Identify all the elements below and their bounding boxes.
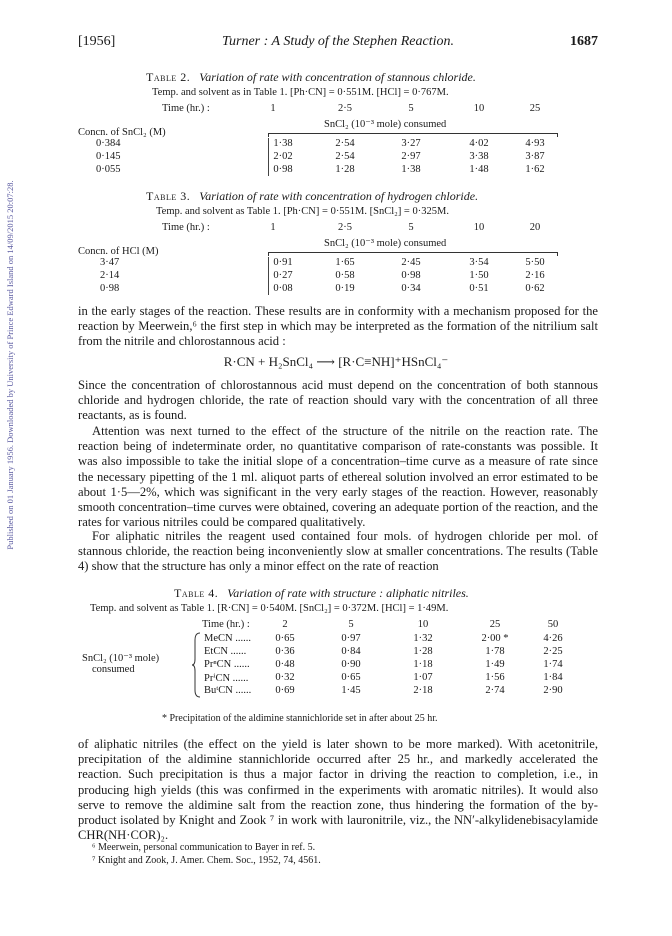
table-2-row-1-conc: 0·145 — [96, 151, 121, 162]
table-3-cell: 0·62 — [525, 283, 545, 294]
table-3-label: Table 3. — [146, 189, 191, 203]
table-4-time-0: 2 — [282, 619, 288, 630]
header-title: Turner : A Study of the Stephen Reaction. — [221, 34, 454, 49]
table-3-time-label: Time (hr.) : — [162, 222, 210, 233]
table-2-row-2-conc: 0·055 — [96, 164, 121, 175]
table-4-cell: 0·48 — [275, 659, 295, 670]
table-2-row-0-conc: 0·384 — [96, 138, 121, 149]
table-2-cell: 4·02 — [469, 138, 489, 149]
table-4-left-brace — [192, 632, 202, 698]
table-4-cell: 1·56 — [485, 672, 505, 683]
table-2-conditions: Temp. and solvent as in Table 1. [Ph·CN] = 0·551M. [HCl] = 0·767M. — [152, 87, 449, 98]
table-2-time-1: 2·5 — [338, 103, 352, 114]
table-3-cell: 1·65 — [335, 257, 355, 268]
table-3-cell: 0·19 — [335, 283, 355, 294]
table-2-title: Variation of rate with concentration of stannous chloride. — [199, 70, 476, 84]
table-2-brace — [268, 133, 558, 134]
table-2-row-label: Concn. of SnCl₂ (M) — [78, 127, 166, 138]
table-3-cell: 0·58 — [335, 270, 355, 281]
table-3-time-3: 10 — [473, 222, 485, 233]
table-4-cell: 0·84 — [341, 646, 361, 657]
footnote-6: ⁶ Meerwein, personal communication to Bayer in ref. 5. — [92, 842, 316, 853]
table-3-brace-right — [557, 252, 558, 256]
table-3-brace — [268, 252, 558, 253]
table-4-row-0-nitrile: MeCN ...... — [204, 633, 251, 644]
table-4-cell: 0·69 — [275, 685, 295, 696]
paragraph-3: Attention was next turned to the effect of the structure of the nitrile on the reaction rate. The reaction being of indeterminate order, no quantitative comparison of rate-constants was possible. It was also impossible to take the initial slope of a concentration–time curve as a measure of rate since the necessary pipetting of the 1 ml. aliquot parts of ethereal solution involved an error estimated to be about 1·5—2%, which was significant in the very early stages of the reaction. However, reasonably smooth concentration–time curves were obtained, covering an adequate portion of the reaction, and the rates for various nitriles could be compared qualitatively. — [78, 424, 598, 530]
table-2-time-label: Time (hr.) : — [162, 103, 210, 114]
table-3-row-2-conc: 0·98 — [100, 283, 120, 294]
table-3-caption — [146, 189, 478, 204]
table-3-row-label: Concn. of HCl (M) — [78, 246, 159, 257]
paragraph-4: For aliphatic nitriles the reagent used contained four mols. of hydrogen chloride per mol. of stannous chloride, the reaction being inconveniently slow at smaller concentrations. The results (Table 4) show that the structure has only a minor effect on the rate of reaction — [78, 529, 598, 574]
table-3-cell: 2·16 — [525, 270, 545, 281]
table-4-cell: 1·07 — [413, 672, 433, 683]
table-2-time-2: 5 — [408, 103, 414, 114]
table-4-cell: 0·65 — [341, 672, 361, 683]
table-2-brace-right — [557, 133, 558, 137]
table-2-cell: 4·93 — [525, 138, 545, 149]
table-2-cell: 2·97 — [401, 151, 421, 162]
table-3-conditions: Temp. and solvent as Table 1. [Ph·CN] = 0·551M. [SnCl₂] = 0·325M. — [156, 206, 449, 217]
table-4-cell: 1·78 — [485, 646, 505, 657]
table-3-time-2: 5 — [408, 222, 414, 233]
table-4-cell: 1·84 — [543, 672, 563, 683]
table-2 — [78, 70, 598, 180]
table-2-cell: 3·87 — [525, 151, 545, 162]
table-2-cell: 1·48 — [469, 164, 489, 175]
table-3-time-1: 2·5 — [338, 222, 352, 233]
table-4-cell: 0·97 — [341, 633, 361, 644]
table-4-cell: 1·45 — [341, 685, 361, 696]
table-4-row-4-nitrile: BuᵗCN ...... — [204, 685, 252, 696]
table-2-cell: 2·02 — [273, 151, 293, 162]
table-3-cell: 0·08 — [273, 283, 293, 294]
table-4-cell: 2·18 — [413, 685, 433, 696]
table-4-cell: 1·74 — [543, 659, 563, 670]
table-2-cell: 2·54 — [335, 151, 355, 162]
table-3-brace-left — [268, 252, 269, 256]
table-4-time-1: 5 — [348, 619, 354, 630]
table-2-cell: 2·54 — [335, 138, 355, 149]
table-4-cell: 2·74 — [485, 685, 505, 696]
table-2-consumed-label: SnCl₂ (10⁻³ mole) consumed — [324, 119, 447, 130]
table-4-time-3: 25 — [489, 619, 501, 630]
footnote-7: ⁷ Knight and Zook, J. Amer. Chem. Soc., 1952, 74, 4561. — [92, 855, 321, 866]
table-4-cell: 2·25 — [543, 646, 563, 657]
table-2-caption — [146, 70, 476, 85]
table-4-cell: 4·26 — [543, 633, 563, 644]
table-3-cell: 1·50 — [469, 270, 489, 281]
header-page-number: 1687 — [570, 34, 598, 49]
table-3-row-0-conc: 3·47 — [100, 257, 120, 268]
table-4-time-4: 50 — [547, 619, 559, 630]
table-2-cell: 1·38 — [273, 138, 293, 149]
table-3-consumed-label: SnCl₂ (10⁻³ mole) consumed — [324, 238, 447, 249]
table-3-cell: 0·91 — [273, 257, 293, 268]
table-3 — [78, 189, 598, 299]
table-4-time-label: Time (hr.) : — [202, 619, 250, 630]
table-4-cell: 2·90 — [543, 685, 563, 696]
table-4-row-3-nitrile: PrⁱCN ...... — [204, 673, 249, 684]
table-4-cell: 0·65 — [275, 633, 295, 644]
table-2-time-0: 1 — [270, 103, 276, 114]
equation-nitrilium: R·CN + H₂SnCl₄ ⟶ [R·C≡NH]⁺HSnCl₄⁻ — [223, 354, 449, 369]
table-4 — [78, 586, 598, 711]
paragraph-5: of aliphatic nitriles (the effect on the yield is later shown to be more marked). With acetonitrile, precipitation of the aldimine stannichloride occurred after 25 hr., and markedly accelerated the reaction. Such precipitation is thus a major factor in driving the reaction to completion, i.e., in producing high yields (this was confirmed in the experiments with aromatic nitriles). It would also serve to remove the aldimine salt from the reaction zone, thus hindering the formation of the by-product isolated by Knight and Zook ⁷ in work with lauronitrile, viz., the NN′-alkylidenebisacylamide CHR(NH·COR)₂. — [78, 737, 598, 843]
header-year: [1956] — [78, 34, 116, 49]
table-4-cell: 0·32 — [275, 672, 295, 683]
table-2-cell: 0·98 — [273, 164, 293, 175]
table-2-brace-left — [268, 133, 269, 137]
paragraph-1: in the early stages of the reaction. These results are in conformity with a mechanism proposed for the reaction by Meerwein,⁶ the first step in which may be interpreted as the formation of the nitrilium salt from the nitrile and chlorostannous acid : — [78, 304, 598, 349]
table-3-row-1-conc: 2·14 — [100, 270, 120, 281]
table-3-cell: 2·45 — [401, 257, 421, 268]
table-4-cell: 1·32 — [413, 633, 433, 644]
table-3-title: Variation of rate with concentration of hydrogen chloride. — [199, 189, 479, 203]
table-4-cell: 1·18 — [413, 659, 433, 670]
table-4-label: Table 4. — [174, 586, 219, 600]
table-3-cell: 0·34 — [401, 283, 421, 294]
table-3-time-0: 1 — [270, 222, 276, 233]
table-3-cell: 3·54 — [469, 257, 489, 268]
table-4-cell: 2·00 * — [481, 633, 509, 644]
table-3-cell: 5·50 — [525, 257, 545, 268]
table-3-cell: 0·98 — [401, 270, 421, 281]
table-4-side-label-2: consumed — [92, 664, 135, 675]
table-4-cell: 1·49 — [485, 659, 505, 670]
table-2-cell: 1·28 — [335, 164, 355, 175]
table-2-cell: 3·38 — [469, 151, 489, 162]
table-4-title: Variation of rate with structure : aliphatic nitriles. — [227, 586, 469, 600]
paragraph-2: Since the concentration of chlorostannous acid must depend on the concentration of both stannous chloride and hydrogen chloride, the rate of reaction should vary with the concentration of all three reactants, as is found. — [78, 378, 598, 423]
table-4-cell: 0·90 — [341, 659, 361, 670]
table-2-time-3: 10 — [473, 103, 485, 114]
table-4-row-1-nitrile: EtCN ...... — [204, 646, 247, 657]
download-watermark-text: Published on 01 January 1956. Downloaded by University of Prince Edward Island on 14/09/2015 20:07:28. — [5, 180, 15, 550]
table-4-conditions: Temp. and solvent as Table 1. [R·CN] = 0·540M. [SnCl₂] = 0·372M. [HCl] = 1·49M. — [90, 603, 449, 614]
table-4-cell: 0·36 — [275, 646, 295, 657]
table-4-caption — [174, 586, 469, 601]
table-4-side-label-1: SnCl₂ (10⁻³ mole) — [82, 653, 160, 664]
table-2-time-4: 25 — [529, 103, 541, 114]
table-3-time-4: 20 — [529, 222, 541, 233]
table-4-cell: 1·28 — [413, 646, 433, 657]
table-4-time-2: 10 — [417, 619, 429, 630]
table-4-row-2-nitrile: PrⁿCN ...... — [204, 659, 250, 670]
table-2-cell: 1·62 — [525, 164, 545, 175]
table-2-cell: 3·27 — [401, 138, 421, 149]
table-3-cell: 0·51 — [469, 283, 489, 294]
table-2-cell: 1·38 — [401, 164, 421, 175]
table-3-cell: 0·27 — [273, 270, 293, 281]
table-2-label: Table 2. — [146, 70, 191, 84]
table-4-footnote: * Precipitation of the aldimine stannichloride set in after about 25 hr. — [162, 713, 438, 724]
